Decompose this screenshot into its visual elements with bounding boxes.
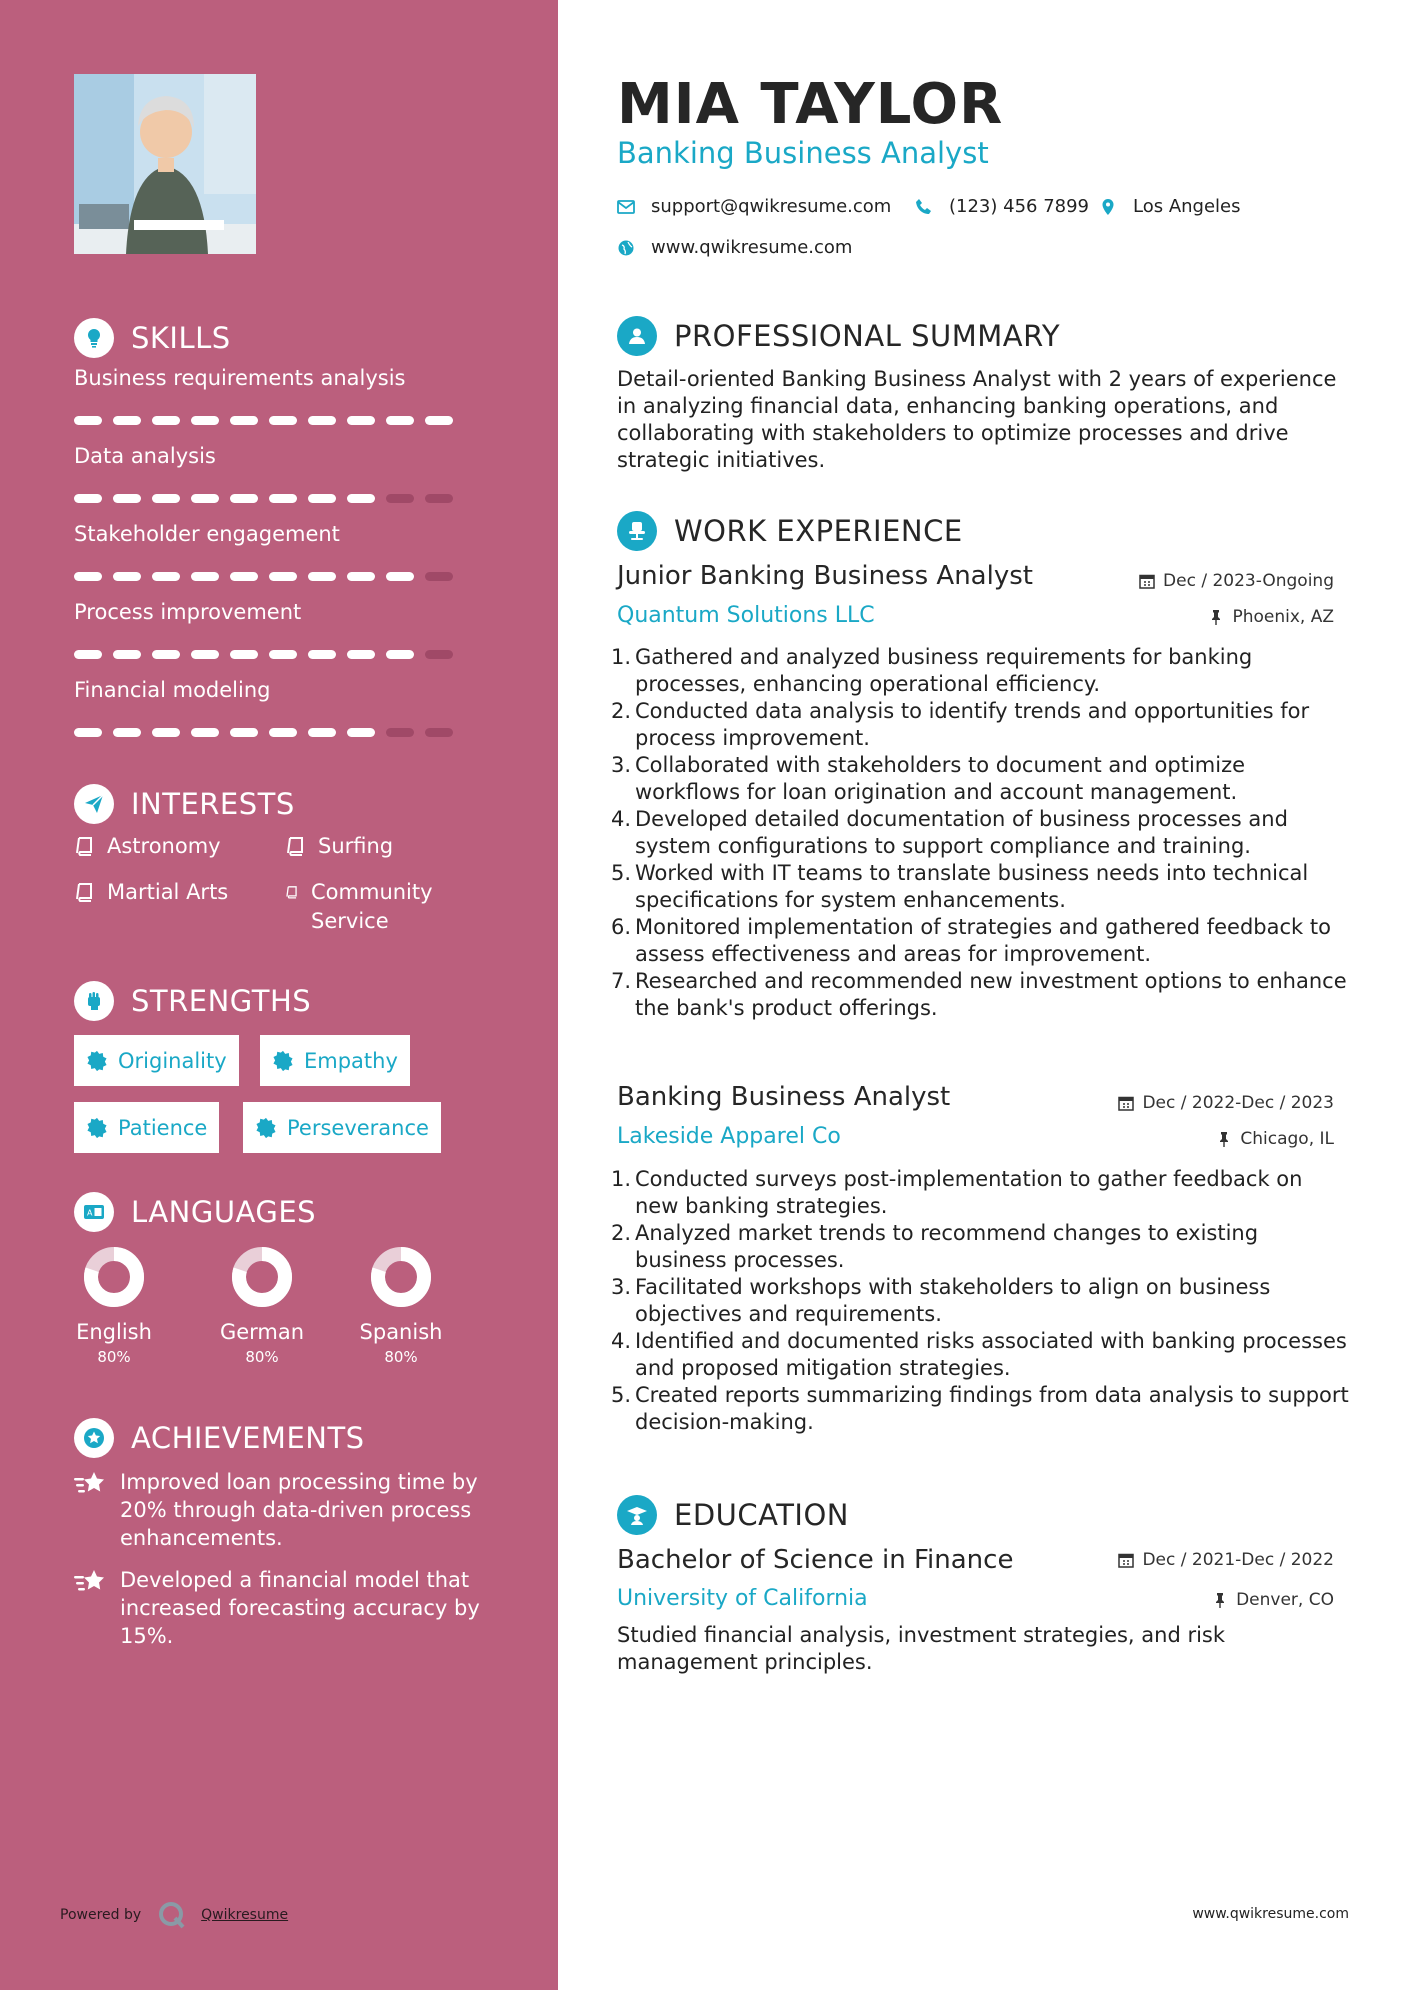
skill-dash-filled: [230, 416, 258, 425]
skill-dash-filled: [74, 728, 102, 737]
strength-badge: Perseverance: [243, 1102, 441, 1153]
skill-item: [74, 600, 474, 624]
skill-dash-filled: [113, 650, 141, 659]
language-item: [59, 1246, 169, 1366]
job-dates: Dec / 2022-Dec / 2023: [1118, 1093, 1334, 1113]
qwikresume-link[interactable]: Qwikresume: [201, 1907, 289, 1923]
language-percent: 80%: [97, 1348, 131, 1366]
interest-item: Martial Arts: [74, 878, 228, 907]
skill-level-bar: [74, 494, 453, 503]
skill-dash-empty: [425, 494, 453, 503]
job-bullets: [617, 1166, 1352, 1436]
list-item: Identified and documented risks associated with banking processes and proposed mitigation strategies.: [635, 1329, 1347, 1380]
book-icon: [74, 836, 94, 856]
shooting-star-icon: [74, 1568, 108, 1596]
education-school: University of California: [617, 1586, 868, 1611]
skill-dash-filled: [347, 494, 375, 503]
skill-dash-filled: [308, 416, 336, 425]
skill-dash-filled: [191, 650, 219, 659]
experience-heading: WORK EXPERIENCE: [617, 511, 963, 551]
job-role: Banking Business Analyst: [617, 1082, 951, 1112]
education-degree: Bachelor of Science in Finance: [617, 1545, 1014, 1575]
skill-dash-empty: [425, 572, 453, 581]
candidate-name: MIA TAYLOR: [617, 72, 1004, 137]
skill-dash-filled: [308, 728, 336, 737]
skill-dash-filled: [269, 728, 297, 737]
pushpin-icon: [1216, 1131, 1232, 1147]
skill-dash-filled: [152, 650, 180, 659]
skill-dash-filled: [191, 416, 219, 425]
summary-heading: PROFESSIONAL SUMMARY: [617, 316, 1060, 356]
interest-item: Astronomy: [74, 832, 221, 861]
book-icon: [285, 882, 298, 902]
skill-dash-filled: [113, 416, 141, 425]
skill-dash-filled: [152, 494, 180, 503]
fist-icon: [74, 981, 114, 1021]
skill-level-bar: [74, 416, 453, 425]
education-text: Studied financial analysis, investment strategies, and risk management principles.: [617, 1623, 1226, 1674]
strength-badge: Originality: [74, 1035, 239, 1086]
list-item: Created reports summarizing findings from data analysis to support decision-making.: [635, 1383, 1349, 1434]
achievement-item: Improved loan processing time by 20% through data-driven process enhancements.: [74, 1468, 494, 1552]
job-company: Lakeside Apparel Co: [617, 1124, 841, 1149]
skills-heading: SKILLS: [74, 318, 231, 358]
strength-badge: Patience: [74, 1102, 219, 1153]
skill-dash-filled: [347, 728, 375, 737]
language-name: English: [76, 1320, 152, 1344]
job-company: Quantum Solutions LLC: [617, 603, 875, 628]
language-name: German: [219, 1320, 305, 1344]
skill-label: Data analysis: [74, 444, 216, 468]
skill-dash-empty: [386, 728, 414, 737]
skill-dash-filled: [74, 650, 102, 659]
education-location: Denver, CO: [1212, 1590, 1334, 1610]
user-icon: [617, 316, 657, 356]
list-item: Collaborated with stakeholders to document and optimize workflows for loan origination and account management.: [635, 753, 1246, 804]
achievement-item: Developed a financial model that increased forecasting accuracy by 15%.: [74, 1566, 494, 1650]
skill-label: Stakeholder engagement: [74, 522, 340, 546]
skill-dash-filled: [347, 416, 375, 425]
list-item: Monitored implementation of strategies and gathered feedback to assess effectiveness and areas for improvement.: [635, 915, 1331, 966]
strength-badge: Empathy: [260, 1035, 410, 1086]
email-icon: [617, 198, 635, 216]
skill-dash-filled: [191, 572, 219, 581]
list-item: Analyzed market trends to recommend changes to existing business processes.: [635, 1221, 1259, 1272]
calendar-icon: [1118, 1095, 1134, 1111]
skill-dash-filled: [230, 494, 258, 503]
job-location: Chicago, IL: [1216, 1129, 1334, 1149]
language-item: [346, 1246, 456, 1366]
skill-dash-filled: [386, 572, 414, 581]
language-donut: [370, 1246, 432, 1308]
skill-dash-filled: [269, 494, 297, 503]
list-item: Conducted surveys post-implementation to gather feedback on new banking strategies.: [635, 1167, 1303, 1218]
job-dates: Dec / 2023-Ongoing: [1139, 571, 1334, 591]
skill-dash-filled: [347, 572, 375, 581]
skill-dash-filled: [113, 728, 141, 737]
skill-dash-filled: [347, 650, 375, 659]
calendar-icon: [1118, 1552, 1134, 1568]
badge-icon: [86, 1117, 108, 1139]
skill-label: Business requirements analysis: [74, 366, 406, 390]
list-item: Worked with IT teams to translate business needs into technical specifications for system enhancements.: [635, 861, 1309, 912]
languages-heading: A LANGUAGES: [74, 1192, 316, 1232]
skill-dash-filled: [308, 650, 336, 659]
language-donut: [231, 1246, 293, 1308]
skill-label: Process improvement: [74, 600, 302, 624]
interests-heading: INTERESTS: [74, 784, 295, 824]
sidebar: [0, 0, 558, 1990]
skill-dash-empty: [425, 728, 453, 737]
badge-icon: [255, 1117, 277, 1139]
list-item: Facilitated workshops with stakeholders to align on business objectives and requirements.: [635, 1275, 1271, 1326]
list-item: Researched and recommended new investment options to enhance the bank's product offerings.: [635, 969, 1347, 1020]
skill-dash-filled: [230, 728, 258, 737]
skill-dash-empty: [425, 650, 453, 659]
language-icon: [74, 1192, 114, 1232]
skill-dash-filled: [74, 572, 102, 581]
language-name: Spanish: [359, 1320, 443, 1344]
skill-dash-filled: [269, 650, 297, 659]
candidate-title: Banking Business Analyst: [617, 136, 989, 170]
interest-item: Community Service: [285, 878, 445, 936]
skill-dash-filled: [191, 494, 219, 503]
skill-dash-filled: [308, 494, 336, 503]
skill-item: [74, 678, 474, 702]
calendar-icon: [1139, 573, 1155, 589]
skill-dash-filled: [152, 572, 180, 581]
skill-dash-filled: [386, 416, 414, 425]
skill-dash-filled: [152, 728, 180, 737]
skill-level-bar: [74, 572, 453, 581]
list-item: Developed detailed documentation of business processes and system configurations to support compliance and training.: [635, 807, 1288, 858]
profile-photo: [74, 74, 256, 254]
lightbulb-icon: [74, 318, 114, 358]
skill-dash-filled: [230, 572, 258, 581]
badge-icon: [86, 1050, 108, 1072]
skill-dash-filled: [269, 572, 297, 581]
language-percent: 80%: [245, 1348, 279, 1366]
skill-dash-empty: [386, 494, 414, 503]
skill-item: [74, 444, 474, 468]
contact-email: support@qwikresume.com: [617, 196, 891, 217]
main-content: [558, 0, 1407, 1990]
pushpin-icon: [1208, 609, 1224, 625]
skill-dash-filled: [74, 416, 102, 425]
powered-by: Powered by Qwikresume: [60, 1900, 288, 1930]
skill-level-bar: [74, 650, 453, 659]
globe-icon: [617, 239, 635, 257]
star-badge-icon: [74, 1418, 114, 1458]
education-dates: Dec / 2021-Dec / 2022: [1118, 1550, 1334, 1570]
shooting-star-icon: [74, 1470, 108, 1498]
job-location: Phoenix, AZ: [1208, 607, 1334, 627]
strengths-heading: STRENGTHS: [74, 981, 311, 1021]
book-icon: [285, 836, 305, 856]
svg-text:A: A: [87, 1208, 93, 1218]
footer-website[interactable]: www.qwikresume.com: [1192, 1906, 1349, 1922]
office-chair-icon: [617, 511, 657, 551]
summary-text: Detail-oriented Banking Business Analyst with 2 years of experience in analyzing financial data, enhancing banking operations, and collaborating with stakeholders to optimize processes and drive strategic initiatives.: [617, 367, 1337, 472]
skill-label: Financial modeling: [74, 678, 271, 702]
graduate-icon: [617, 1495, 657, 1535]
list-item: Gathered and analyzed business requirements for banking processes, enhancing operational efficiency.: [635, 645, 1253, 696]
phone-icon: [915, 198, 933, 216]
badge-icon: [272, 1050, 294, 1072]
skill-level-bar: [74, 728, 453, 737]
language-item: [207, 1246, 317, 1366]
skill-dash-filled: [386, 650, 414, 659]
interest-item: Surfing: [285, 832, 393, 861]
achievements-heading: ACHIEVEMENTS: [74, 1418, 365, 1458]
language-percent: 80%: [384, 1348, 418, 1366]
contact-website: www.qwikresume.com: [617, 237, 852, 258]
skill-item: [74, 366, 474, 390]
map-pin-icon: [1099, 198, 1117, 216]
skill-dash-filled: [152, 416, 180, 425]
list-item: Conducted data analysis to identify trends and opportunities for process improvement.: [635, 699, 1310, 750]
skill-dash-filled: [230, 650, 258, 659]
paper-plane-icon: [74, 784, 114, 824]
skill-dash-filled: [191, 728, 219, 737]
skill-dash-filled: [74, 494, 102, 503]
skill-dash-filled: [113, 572, 141, 581]
skill-dash-filled: [308, 572, 336, 581]
book-icon: [74, 882, 94, 902]
contact-phone: (123) 456 7899: [915, 196, 1089, 217]
skill-dash-filled: [269, 416, 297, 425]
pushpin-icon: [1212, 1592, 1228, 1608]
skill-dash-filled: [113, 494, 141, 503]
skill-dash-filled: [425, 416, 453, 425]
contact-location: Los Angeles: [1099, 196, 1241, 217]
education-heading: EDUCATION: [617, 1495, 849, 1535]
skill-item: [74, 522, 474, 546]
job-bullets: [617, 644, 1352, 1022]
language-donut: [83, 1246, 145, 1308]
qwikresume-logo-icon: [157, 1900, 187, 1930]
job-role: Junior Banking Business Analyst: [617, 561, 1033, 591]
